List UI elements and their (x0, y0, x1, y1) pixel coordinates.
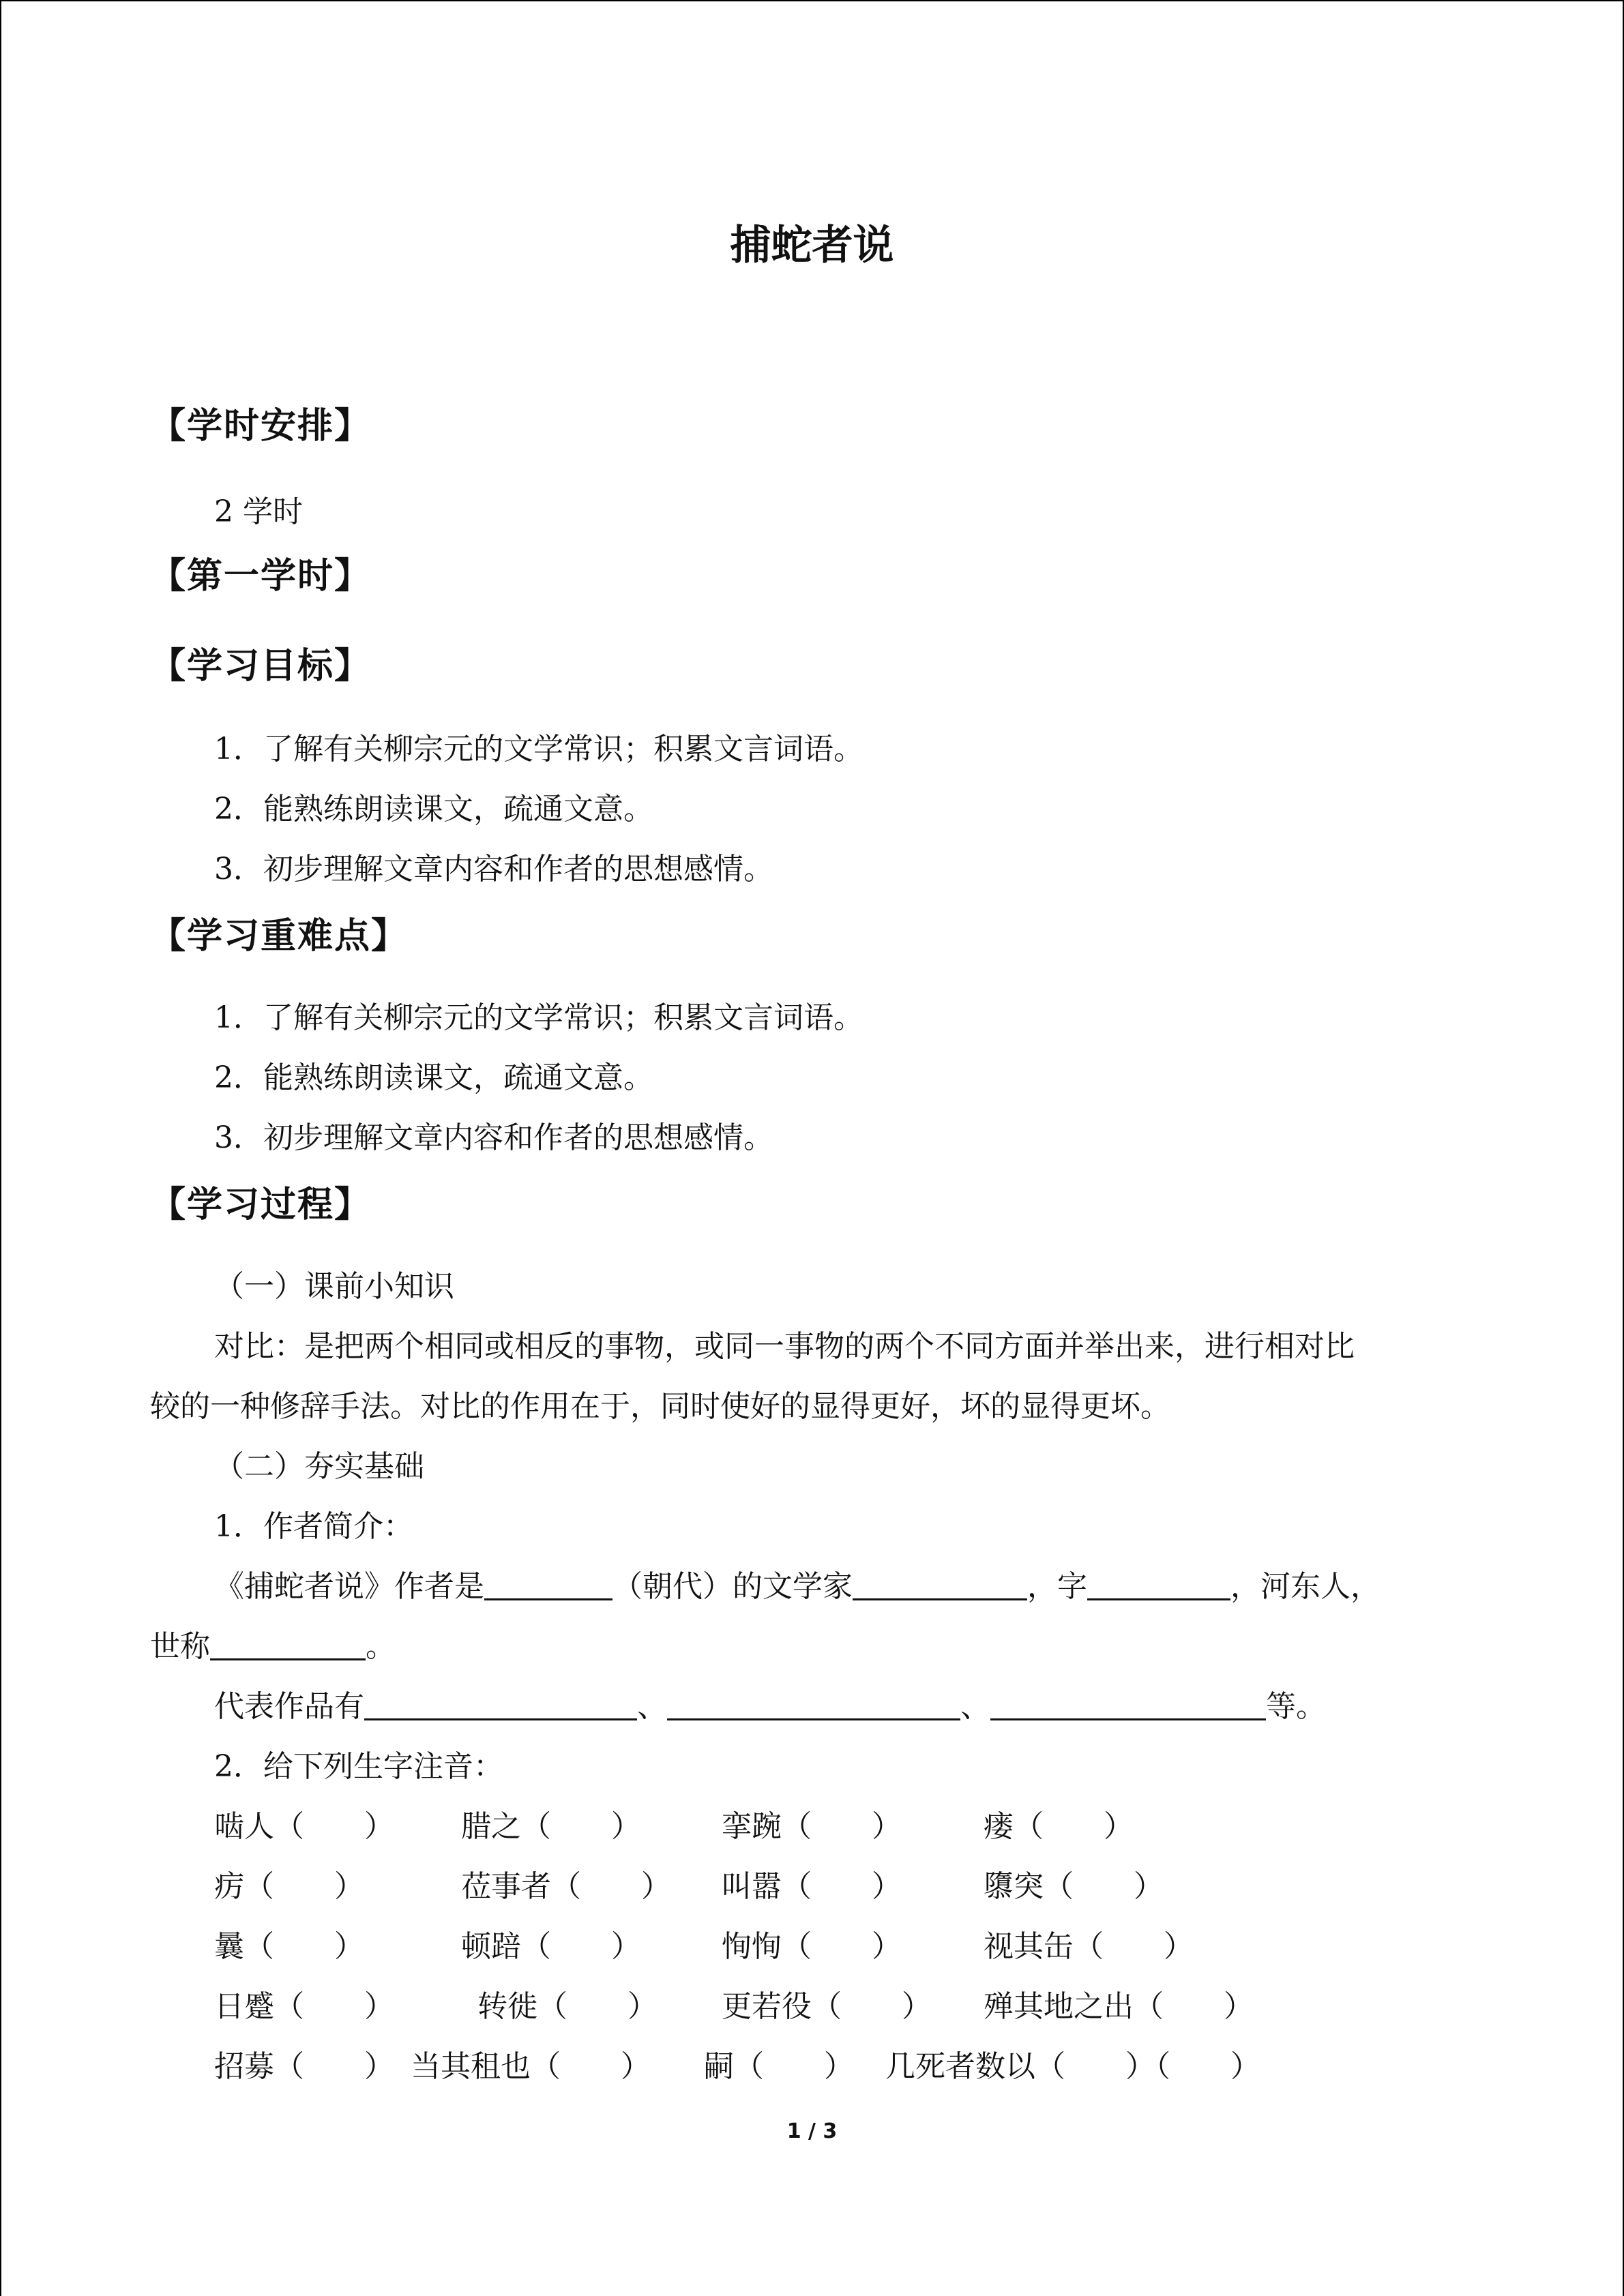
page-title: 捕蛇者说 (730, 222, 894, 269)
objective-item: 1．了解有关柳宗元的文学常识；积累文言词语。 (214, 732, 863, 766)
q1-text: 世称 (150, 1629, 210, 1664)
epithet-blank[interactable] (210, 1631, 366, 1660)
pinyin-item: 更若役（ ） (722, 1989, 932, 2024)
keypoints-heading: 【学习重难点】 (150, 916, 409, 957)
pinyin-item: 转徙（ ） (477, 1989, 658, 2024)
pinyin-item: 日蹙（ ） (214, 1989, 394, 2024)
pinyin-item: 招募（ ） (214, 2049, 394, 2084)
pinyin-item: 视其缶（ ） (984, 1929, 1194, 1964)
schedule-heading: 【学时安排】 (150, 406, 372, 447)
pinyin-item: 隳突（ ） (984, 1869, 1164, 1904)
q1-text: 代表作品有 (214, 1689, 364, 1724)
q1-text: 《捕蛇者说》作者是 (214, 1569, 484, 1604)
q1-text: 。 (366, 1629, 396, 1664)
page-number: 1 / 3 (786, 2119, 838, 2143)
author-intro-line2 (150, 1622, 396, 1665)
pinyin-item: 疠（ ） (214, 1869, 364, 1904)
q1-text: （朝代）的文学家 (612, 1569, 853, 1604)
schedule-value: 2 学时 (214, 494, 303, 529)
lesson1-heading: 【第一学时】 (150, 556, 372, 597)
dynasty-blank[interactable] (484, 1571, 612, 1600)
pinyin-item: 几死者数以（ ）（ ） (885, 2049, 1260, 2084)
q1-text: ，河东人， (1230, 1569, 1381, 1604)
objective-item: 2．能熟练朗读课文，疏通文意。 (214, 792, 653, 826)
q1-title: 1．作者简介： (214, 1509, 413, 1544)
part1-text-line1: 对比：是把两个相同或相反的事物，或同一事物的两个不同方面并举出来，进行相对比 (214, 1329, 1355, 1364)
q1-text: 等。 (1266, 1689, 1326, 1724)
pinyin-item: 殚其地之出（ ） (984, 1989, 1254, 2024)
part2-title: （二）夯实基础 (214, 1449, 424, 1484)
pinyin-item: 顿踣（ ） (461, 1929, 641, 1964)
work-blank-3[interactable] (990, 1691, 1266, 1720)
objectives-heading: 【学习目标】 (150, 646, 372, 687)
process-heading: 【学习过程】 (150, 1184, 372, 1225)
q1-text: 、 (960, 1689, 990, 1724)
pinyin-item: 曩（ ） (214, 1929, 364, 1964)
pinyin-item: 腊之（ ） (461, 1809, 641, 1844)
author-intro-line (214, 1562, 1381, 1605)
pinyin-item: 嗣（ ） (704, 2049, 854, 2084)
q1-text: ，字 (1027, 1569, 1087, 1604)
pinyin-item: 啮人（ ） (214, 1809, 394, 1844)
pinyin-item: 瘘（ ） (984, 1809, 1134, 1844)
pinyin-item: 当其租也（ ） (411, 2049, 651, 2084)
works-line (214, 1682, 1326, 1725)
q1-text: 、 (637, 1689, 667, 1724)
keypoint-item: 3．初步理解文章内容和作者的思想感情。 (214, 1120, 773, 1155)
pinyin-item: 叫嚣（ ） (722, 1869, 902, 1904)
part1-text-line2: 较的一种修辞手法。对比的作用在于，同时使好的显得更好，坏的显得更坏。 (150, 1389, 1170, 1424)
pinyin-item: 挛踠（ ） (722, 1809, 902, 1844)
keypoint-item: 1．了解有关柳宗元的文学常识；积累文言词语。 (214, 1000, 863, 1035)
part1-title: （一）课前小知识 (214, 1269, 454, 1304)
work-blank-1[interactable] (364, 1691, 637, 1720)
pinyin-item: 莅事者（ ） (461, 1869, 671, 1904)
work-blank-2[interactable] (667, 1691, 960, 1720)
keypoint-item: 2．能熟练朗读课文，疏通文意。 (214, 1060, 653, 1095)
objective-item: 3．初步理解文章内容和作者的思想感情。 (214, 852, 773, 886)
pinyin-item: 恂恂（ ） (722, 1929, 902, 1964)
q2-title: 2．给下列生字注音： (214, 1749, 503, 1784)
author-name-blank[interactable] (853, 1571, 1027, 1600)
courtesy-name-blank[interactable] (1087, 1571, 1230, 1600)
